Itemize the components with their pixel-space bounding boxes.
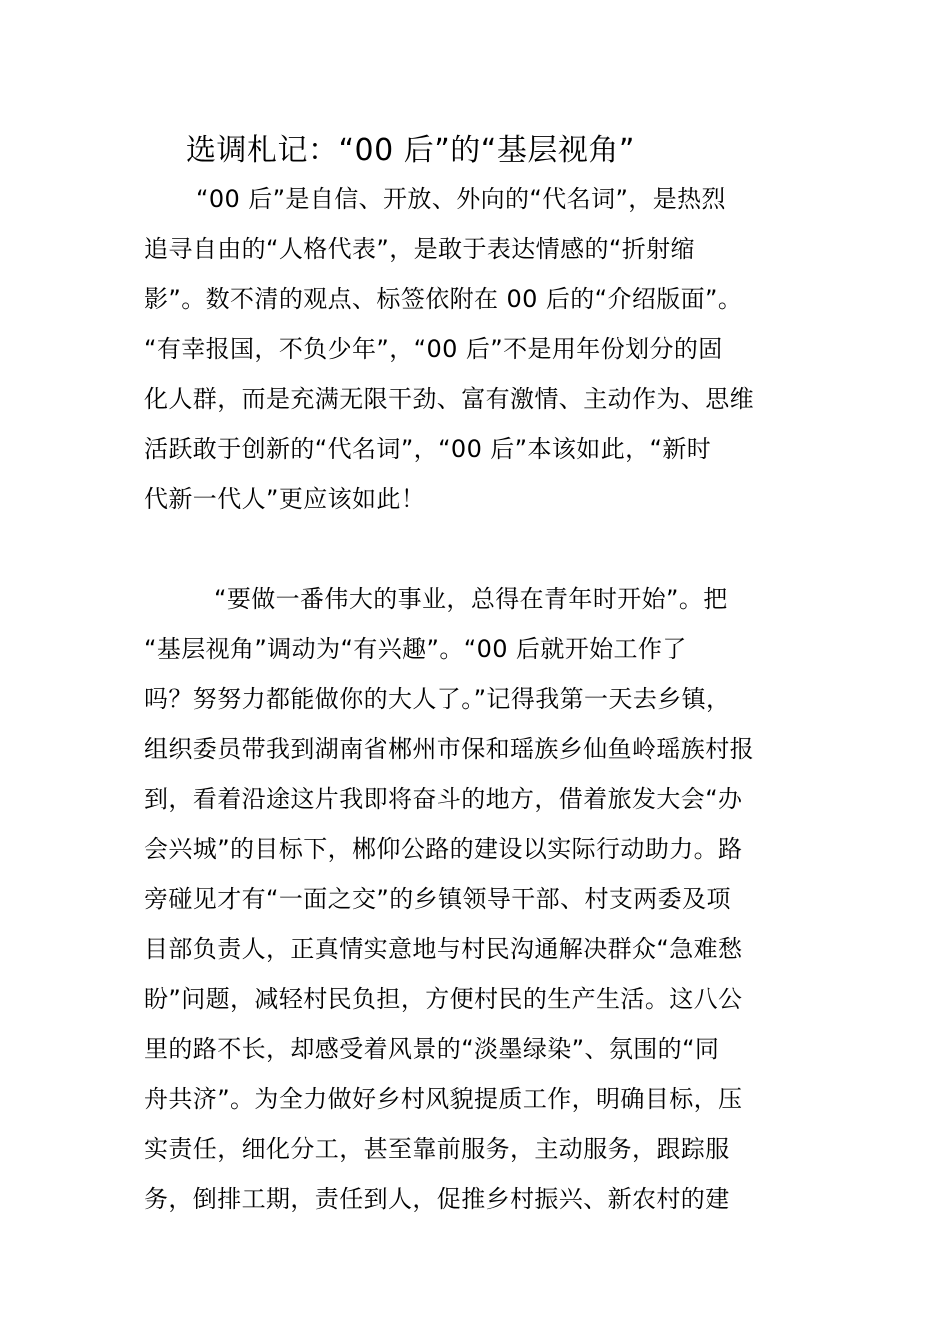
paragraph-line: 目部负责人，正真情实意地与村民沟通解决群众“急难愁 <box>144 935 743 963</box>
paragraph-line: 化人群，而是充满无限干劲、富有激情、主动作为、思维 <box>144 385 754 413</box>
paragraph-line: 会兴城”的目标下，郴仰公路的建设以实际行动助力。路 <box>144 835 743 863</box>
paragraph-line: 代新一代人”更应该如此！ <box>144 485 426 513</box>
paragraph-2 <box>144 574 808 1224</box>
document-title: 选调札记：“00 后”的“基层视角” <box>186 133 635 168</box>
paragraph-line: 组织委员带我到湖南省郴州市保和瑶族乡仙鱼岭瑶族村报 <box>144 735 754 763</box>
paragraph-line: “有幸报国，不负少年”，“00 后”不是用年份划分的固 <box>144 335 723 363</box>
paragraph-line: 旁碰见才有“一面之交”的乡镇领导干部、村支两委及项 <box>144 885 731 913</box>
paragraph-line: 里的路不长，却感受着风景的“淡墨绿染”、氛围的“同 <box>144 1035 720 1063</box>
paragraph-line: “基层视角”调动为“有兴趣”。“00 后就开始工作了 <box>144 635 687 663</box>
paragraph-line: 实责任，细化分工，甚至靠前服务，主动服务，跟踪服 <box>144 1135 730 1163</box>
paragraph-1 <box>144 174 808 524</box>
paragraph-line: 吗？努努力都能做你的大人了。”记得我第一天去乡镇， <box>144 685 731 713</box>
paragraph-line: 到，看着沿途这片我即将奋斗的地方，借着旅发大会“办 <box>144 785 743 813</box>
paragraph-line: 盼”问题，减轻村民负担，方便村民的生产生活。这八公 <box>144 985 743 1013</box>
paragraph-line: “要做一番伟大的事业，总得在青年时开始”。把 <box>214 585 728 613</box>
paragraph-line: 追寻自由的“人格代表”，是敢于表达情感的“折射缩 <box>144 235 695 263</box>
paragraph-line: 影”。数不清的观点、标签依附在 00 后的“介绍版面”。 <box>144 285 743 313</box>
paragraph-line: 务，倒排工期，责任到人，促推乡村振兴、新农村的建 <box>144 1185 730 1213</box>
paragraph-line: “00 后”是自信、开放、外向的“代名词”，是热烈 <box>196 185 726 213</box>
paragraph-line: 舟共济”。为全力做好乡村风貌提质工作，明确目标，压 <box>144 1085 743 1113</box>
paragraph-line: 活跃敢于创新的“代名词”，“00 后”本该如此，“新时 <box>144 435 712 463</box>
